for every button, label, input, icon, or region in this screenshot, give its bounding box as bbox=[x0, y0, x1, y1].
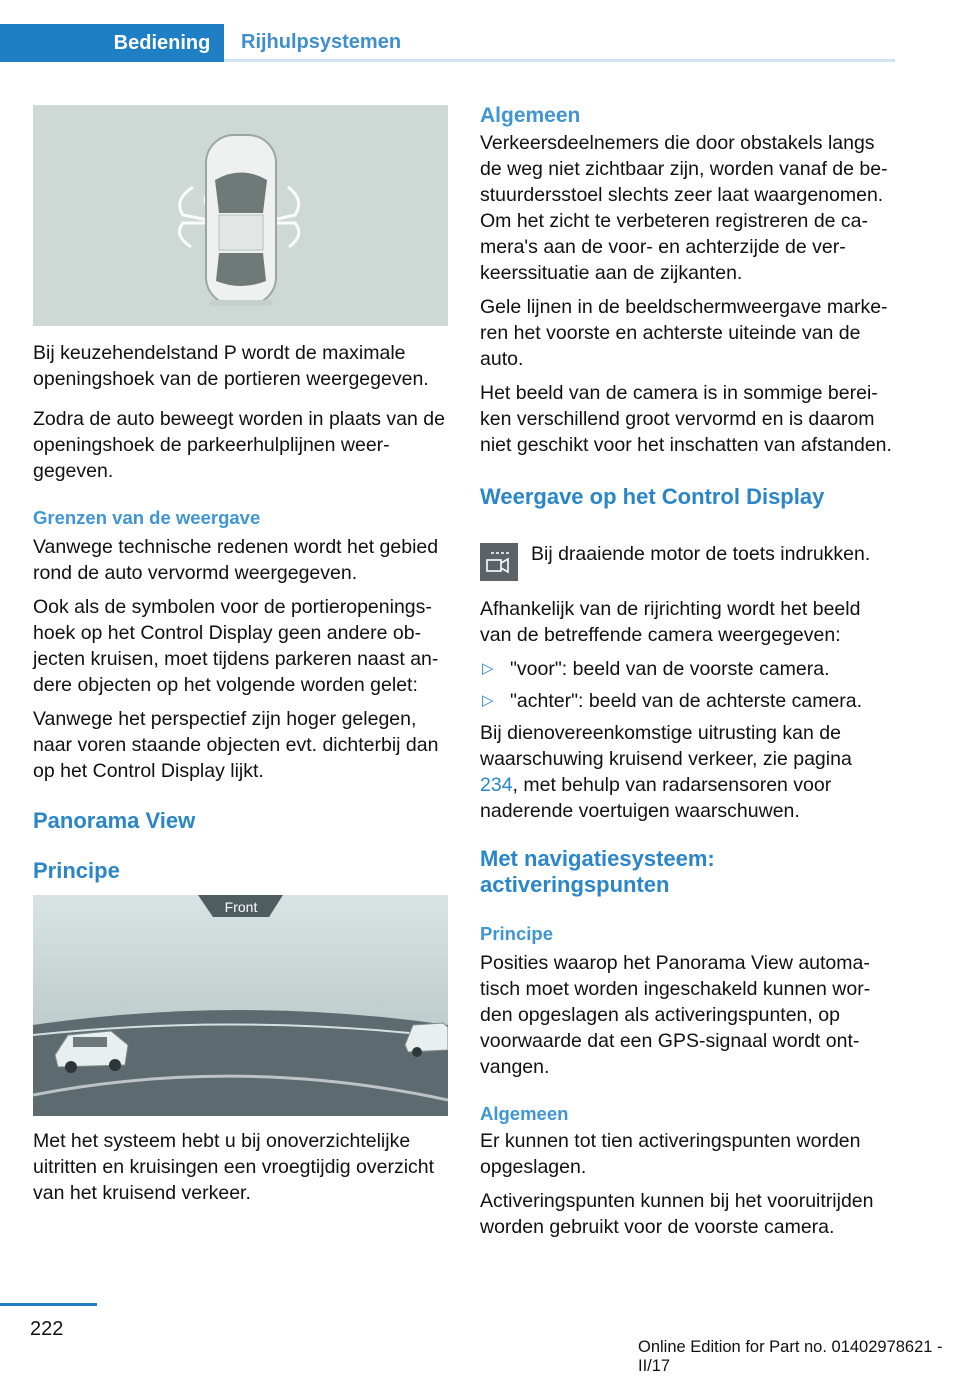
right-column-bottom bbox=[480, 596, 895, 1240]
paragraph: Het beeld van de camera is in sommige bereiken verschillend groot vervormd en is daarom niet geschikt voor het inschatten van afstanden. bbox=[480, 382, 892, 456]
subheading-grenzen: Grenzen van de weergave bbox=[33, 507, 261, 528]
paragraph: Gele lijnen in de beeldschermweergave markeren het voorste en achterste uiteinde van de auto. bbox=[480, 296, 888, 370]
heading-algemeen: Algemeen bbox=[480, 104, 581, 127]
heading-weergave-control-display: Weergave op het Control Display bbox=[480, 484, 825, 509]
footer-rule bbox=[0, 1303, 97, 1306]
right-column-top bbox=[480, 104, 895, 510]
page-header bbox=[0, 0, 895, 64]
left-column-top bbox=[33, 340, 448, 884]
page-number: 222 bbox=[30, 1318, 64, 1340]
list-item-text: "voor": beeld van de voorste camera. bbox=[510, 658, 830, 680]
paragraph: Vanwege het perspectief zijn hoger gelegen, naar voren staande objecten evt. dichterbij dan op het Control Display lijkt. bbox=[33, 708, 439, 782]
paragraph: Met het systeem hebt u bij onoverzichtelijke uitritten en kruisingen een vroegtijdig overzicht van het kruisend verkeer. bbox=[33, 1130, 435, 1204]
subheading-principe: Principe bbox=[480, 923, 553, 944]
car-door-angle-illustration bbox=[33, 105, 448, 326]
left-column-bottom bbox=[33, 1128, 448, 1206]
list-item-text: "achter": beeld van de achterste camera. bbox=[510, 690, 863, 712]
paragraph: Verkeersdeelnemers die door obstakels langs de weg niet zichtbaar zijn, worden vanaf de bestuurdersstoel slechts zeer laat waargenomen. Om het zicht te verbeteren registreren de camera's aan de voor- en achterzijde de verkeerssituatie aan de zijkanten. bbox=[480, 132, 888, 284]
paragraph: Activeringspunten kunnen bij het vooruitrijden worden gebruikt voor de voorste camera. bbox=[480, 1190, 874, 1238]
paragraph: Ook als de symbolen voor de portieropeningshoek op het Control Display geen andere objecten kruisen, moet tijdens parkeren naast andere objecten op het volgende worden gelet: bbox=[33, 596, 439, 696]
list-item bbox=[480, 656, 895, 682]
subheading-algemeen: Algemeen bbox=[480, 1103, 569, 1124]
camera-button-icon bbox=[480, 543, 518, 581]
paragraph: Bij draaiende motor de toets indrukken. bbox=[531, 543, 871, 565]
icon-instruction bbox=[531, 541, 901, 567]
edition-note: Online Edition for Part no. 01402978621 - II/17 bbox=[638, 1338, 943, 1375]
heading-panorama-view: Panorama View bbox=[33, 808, 196, 833]
paragraph: Afhankelijk van de rijrichting wordt het beeld van de betreffende camera weergegeven: bbox=[480, 598, 861, 646]
triangle-bullet-icon: ▷ bbox=[482, 660, 494, 677]
paragraph: Posities waarop het Panorama View automatisch moet worden ingeschakeld kunnen worden opgeslagen als activeringspunten, op voorwaarde dat een GPS-signaal wordt ontvangen. bbox=[480, 952, 871, 1078]
paragraph: Er kunnen tot tien activeringspunten worden opgeslagen. bbox=[480, 1130, 861, 1178]
list-item bbox=[480, 688, 895, 714]
paragraph: Bij keuzehendelstand P wordt de maximale openingshoek van de portieren weergegeven. bbox=[33, 342, 429, 390]
triangle-bullet-icon: ▷ bbox=[482, 692, 494, 709]
page-link[interactable]: 234 bbox=[480, 774, 513, 796]
text: Bij dienovereenkomstige uitrusting kan de waarschuwing kruisend verkeer, zie pagina bbox=[480, 722, 852, 770]
heading-navigatiesysteem: Met navigatiesysteem: activeringspunten bbox=[480, 846, 715, 897]
pano-front-label: Front bbox=[224, 899, 258, 915]
heading-principe: Principe bbox=[33, 858, 120, 883]
paragraph: Zodra de auto beweegt worden in plaats van de openingshoek de parkeerhulplijnen weergegeven. bbox=[33, 408, 445, 482]
tab-rijhulpsystemen[interactable] bbox=[224, 24, 895, 62]
tab-rijhulpsystemen-label: Rijhulpsystemen bbox=[241, 31, 402, 53]
tab-bediening-label: Bediening bbox=[113, 32, 211, 54]
tab-bediening[interactable] bbox=[0, 24, 224, 62]
panorama-camera-image bbox=[33, 895, 448, 1116]
paragraph bbox=[480, 720, 895, 824]
text: , met behulp van radarsensoren voor naderende voertuigen waarschuwen. bbox=[480, 774, 832, 822]
paragraph: Vanwege technische redenen wordt het gebied rond de auto vervormd weergegeven. bbox=[33, 536, 439, 584]
